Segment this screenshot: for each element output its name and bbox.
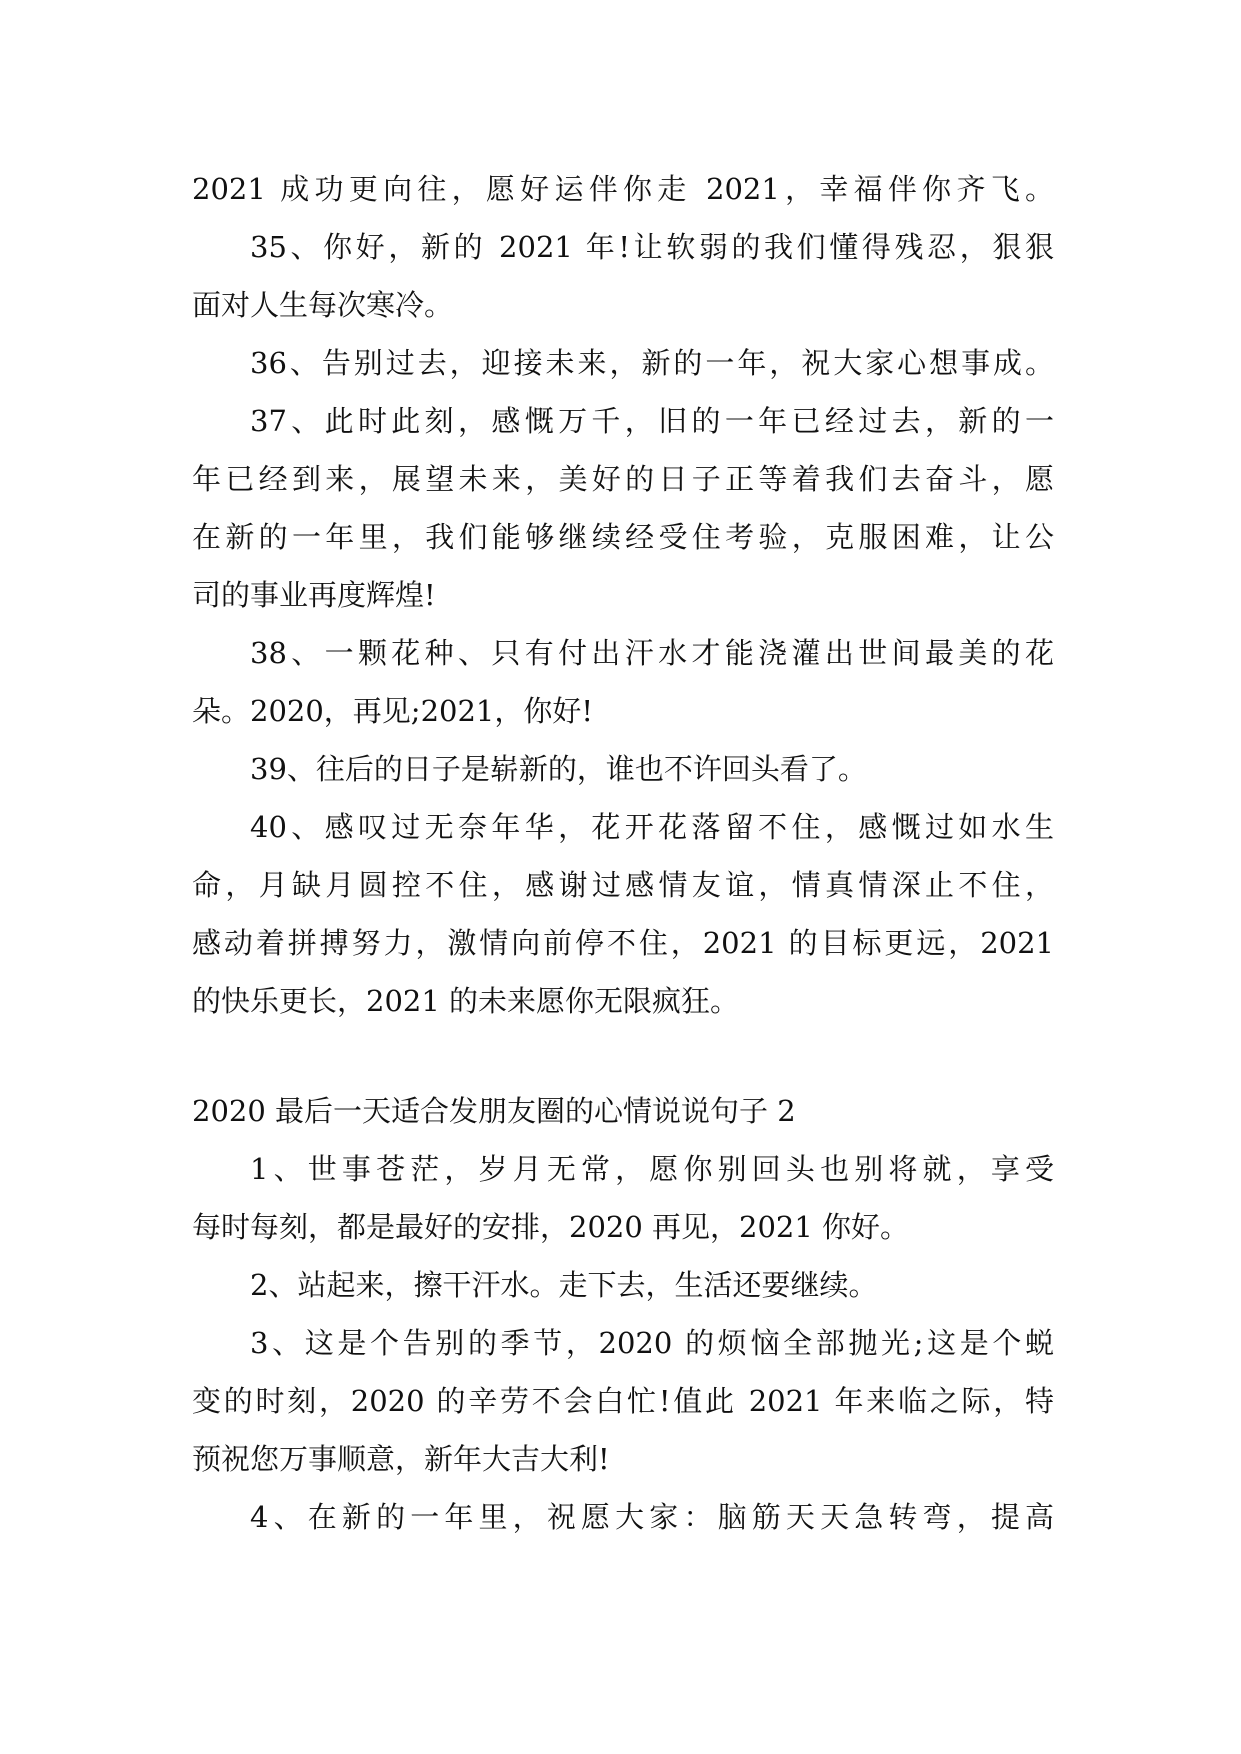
text-line: 朵。2020，再见;2021，你好! — [192, 694, 594, 728]
list-item-37: 37、此时此刻，感慨万千，旧的一年已经过去，新的一 — [250, 404, 1054, 438]
text-line: 每时每刻，都是最好的安排，2020 再见，2021 你好。 — [192, 1210, 910, 1244]
text-line: 年已经到来，展望未来，美好的日子正等着我们去奋斗，愿 — [192, 462, 1054, 496]
list-item-36: 36、告别过去，迎接未来，新的一年，祝大家心想事成。 — [250, 346, 1054, 380]
text-line: 预祝您万事顺意，新年大吉大利! — [192, 1442, 610, 1476]
list-item-35: 35、你好，新的 2021 年!让软弱的我们懂得残忍，狠狠 — [250, 230, 1054, 264]
section-gap — [192, 1030, 1054, 1082]
list-item-39: 39、往后的日子是崭新的，谁也不许回头看了。 — [250, 752, 867, 786]
list-item-2: 2、站起来，擦干汗水。走下去，生活还要继续。 — [250, 1268, 878, 1302]
list-item-1: 1、世事苍茫，岁月无常，愿你别回头也别将就，享受 — [250, 1152, 1054, 1186]
text-line: 变的时刻，2020 的辛劳不会白忙!值此 2021 年来临之际，特 — [192, 1384, 1054, 1418]
text-line: 的快乐更长，2021 的未来愿你无限疯狂。 — [192, 984, 740, 1018]
text-line: 2021 成功更向往，愿好运伴你走 2021，幸福伴你齐飞。 — [192, 172, 1054, 206]
list-item-3: 3、这是个告别的季节，2020 的烦恼全部抛光;这是个蜕 — [250, 1326, 1054, 1360]
text-line: 感动着拼搏努力，激情向前停不住，2021 的目标更远，2021 — [192, 926, 1054, 960]
list-item-4: 4、在新的一年里，祝愿大家：脑筋天天急转弯，提高 — [250, 1500, 1054, 1534]
document-body — [192, 160, 1054, 1546]
text-line: 命，月缺月圆控不住，感谢过感情友谊，情真情深止不住， — [192, 868, 1054, 902]
text-line: 在新的一年里，我们能够继续经受住考验，克服困难，让公 — [192, 520, 1054, 554]
section-heading: 2020 最后一天适合发朋友圈的心情说说句子 2 — [192, 1094, 796, 1128]
list-item-40: 40、感叹过无奈年华，花开花落留不住，感慨过如水生 — [250, 810, 1054, 844]
list-item-38: 38、一颗花种、只有付出汗水才能浇灌出世间最美的花 — [250, 636, 1054, 670]
text-line: 司的事业再度辉煌! — [192, 578, 436, 612]
text-line: 面对人生每次寒冷。 — [192, 288, 454, 322]
